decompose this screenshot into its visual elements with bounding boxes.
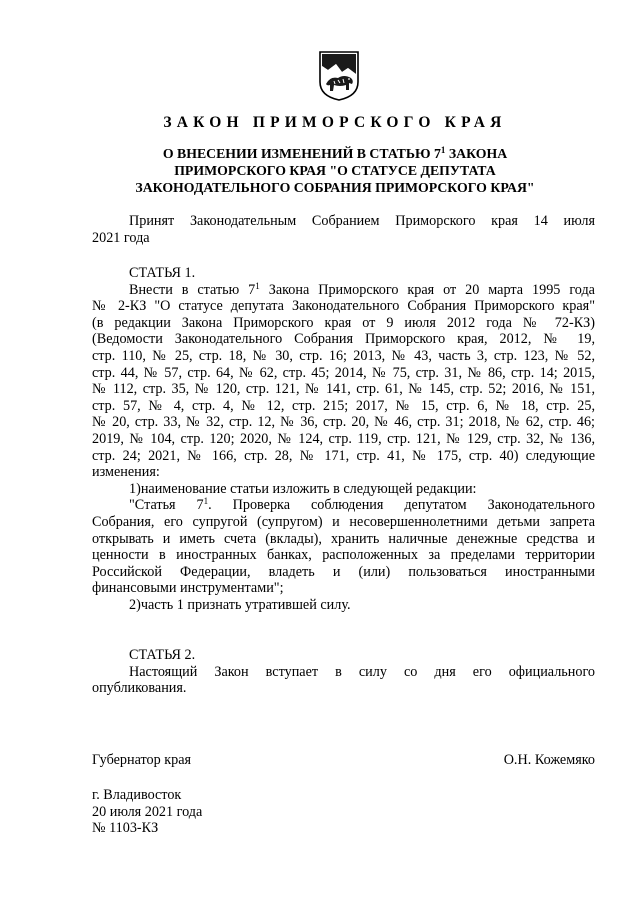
city: г. Владивосток	[92, 787, 182, 803]
primorsky-krai-coat-of-arms	[318, 50, 360, 102]
article-1-line: стр. 57, № 4, стр. 4, № 12, стр. 215; 2017, № 15, стр. 6, № 18, стр. 25,	[92, 397, 595, 414]
article-1-line: № 112, стр. 35, № 120, стр. 121, № 141, стр. 61, № 145, стр. 52; 2016, № 151,	[92, 381, 595, 398]
article-1-line: стр. 44, № 57, стр. 64, № 62, стр. 45; 2014, № 75, стр. 31, № 86, стр. 14; 2015,	[92, 364, 595, 381]
quote-text: . Проверка соблюдения депутатом Законодательного	[208, 497, 595, 514]
article-2-line-1: Настоящий Закон вступает в силу со дня его официального	[129, 663, 595, 680]
article-1-intro	[92, 282, 595, 299]
adoption-note	[92, 213, 595, 246]
superscript: 1	[440, 145, 446, 155]
quoted-line: Российской Федерации, владеть и (или) пользоваться иностранными	[92, 563, 595, 580]
article-2	[92, 647, 595, 697]
intro-text: Закона Приморского края от 20 марта 1995 года	[259, 281, 595, 298]
subtitle-line-1	[86, 145, 584, 162]
article-1-line: № 2-КЗ "О статусе депутата Законодательного Собрания Приморского края"	[92, 298, 595, 315]
quoted-last-line: финансовыми инструментами";	[92, 580, 284, 597]
signatory-name: О.Н. Кожемяко	[503, 752, 595, 768]
quote-text: "Статья 7	[129, 497, 204, 514]
article-2-heading: СТАТЬЯ 2.	[129, 647, 196, 663]
signing-date: 20 июля 2021 года	[92, 803, 203, 820]
coat-of-arms-icon	[318, 50, 360, 102]
article-1-item-1: 1)наименование статьи изложить в следующей редакции:	[129, 480, 477, 497]
quoted-line: открывать и иметь счета (вклады), хранить наличные денежные средства и	[92, 530, 595, 547]
article-1-line: стр. 24; 2021, № 166, стр. 28, № 171, стр. 41, № 175, стр. 40) следующие	[92, 447, 595, 464]
article-1	[92, 265, 595, 613]
article-1-line: (в редакции Закона Приморского края от 9 июля 2012 года № 72-КЗ)	[92, 314, 595, 331]
place-date-number	[92, 787, 202, 837]
article-1-heading: СТАТЬЯ 1.	[129, 265, 196, 281]
subtitle-line-3: ЗАКОНОДАТЕЛЬНОГО СОБРАНИЯ ПРИМОРСКОГО КРАЯ"	[135, 180, 535, 195]
law-title: ЗАКОН ПРИМОРСКОГО КРАЯ	[163, 114, 507, 131]
law-number: № 1103-КЗ	[92, 820, 159, 837]
article-1-line: № 20, стр. 33, № 32, стр. 12, № 36, стр. 20, № 46, стр. 31; 2018, № 62, стр. 46;	[92, 414, 595, 431]
article-1-last-line: изменения:	[92, 464, 160, 481]
subtitle-text: ЗАКОНА	[445, 146, 508, 161]
article-1-line: 2019, № 104, стр. 120; 2020, № 124, стр. 119, стр. 121, № 129, стр. 32, № 136,	[92, 430, 595, 447]
superscript: 1	[255, 280, 260, 291]
subtitle-text: О ВНЕСЕНИИ ИЗМЕНЕНИЙ В СТАТЬЮ 7	[162, 146, 441, 161]
intro-text: Внести в статью 7	[129, 281, 256, 298]
adoption-line-2: 2021 года	[92, 229, 150, 246]
quoted-line: ценности в иностранных банках, расположенных за пределами территории	[92, 547, 595, 564]
quoted-line: Собрания, его супругой (супругом) и несовершеннолетними детьми запрета	[92, 513, 595, 530]
article-1-line: стр. 110, № 25, стр. 18, № 30, стр. 16; 2013, № 43, часть 3, стр. 123, № 52,	[92, 347, 595, 364]
article-1-line: (Ведомости Законодательного Собрания Приморского края, 2012, № 19,	[92, 331, 595, 348]
subtitle-line-2: ПРИМОРСКОГО КРАЯ "О СТАТУСЕ ДЕПУТАТА	[174, 163, 496, 178]
signatory-position: Губернатор края	[92, 752, 192, 768]
law-subtitle	[86, 145, 584, 196]
quoted-article-title	[92, 497, 595, 514]
adoption-line-1: Принят Законодательным Собранием Приморского края 14 июля	[129, 213, 595, 229]
article-2-line-2: опубликования.	[92, 680, 187, 697]
superscript: 1	[203, 496, 209, 507]
article-1-item-2: 2)часть 1 признать утратившей силу.	[129, 596, 351, 613]
